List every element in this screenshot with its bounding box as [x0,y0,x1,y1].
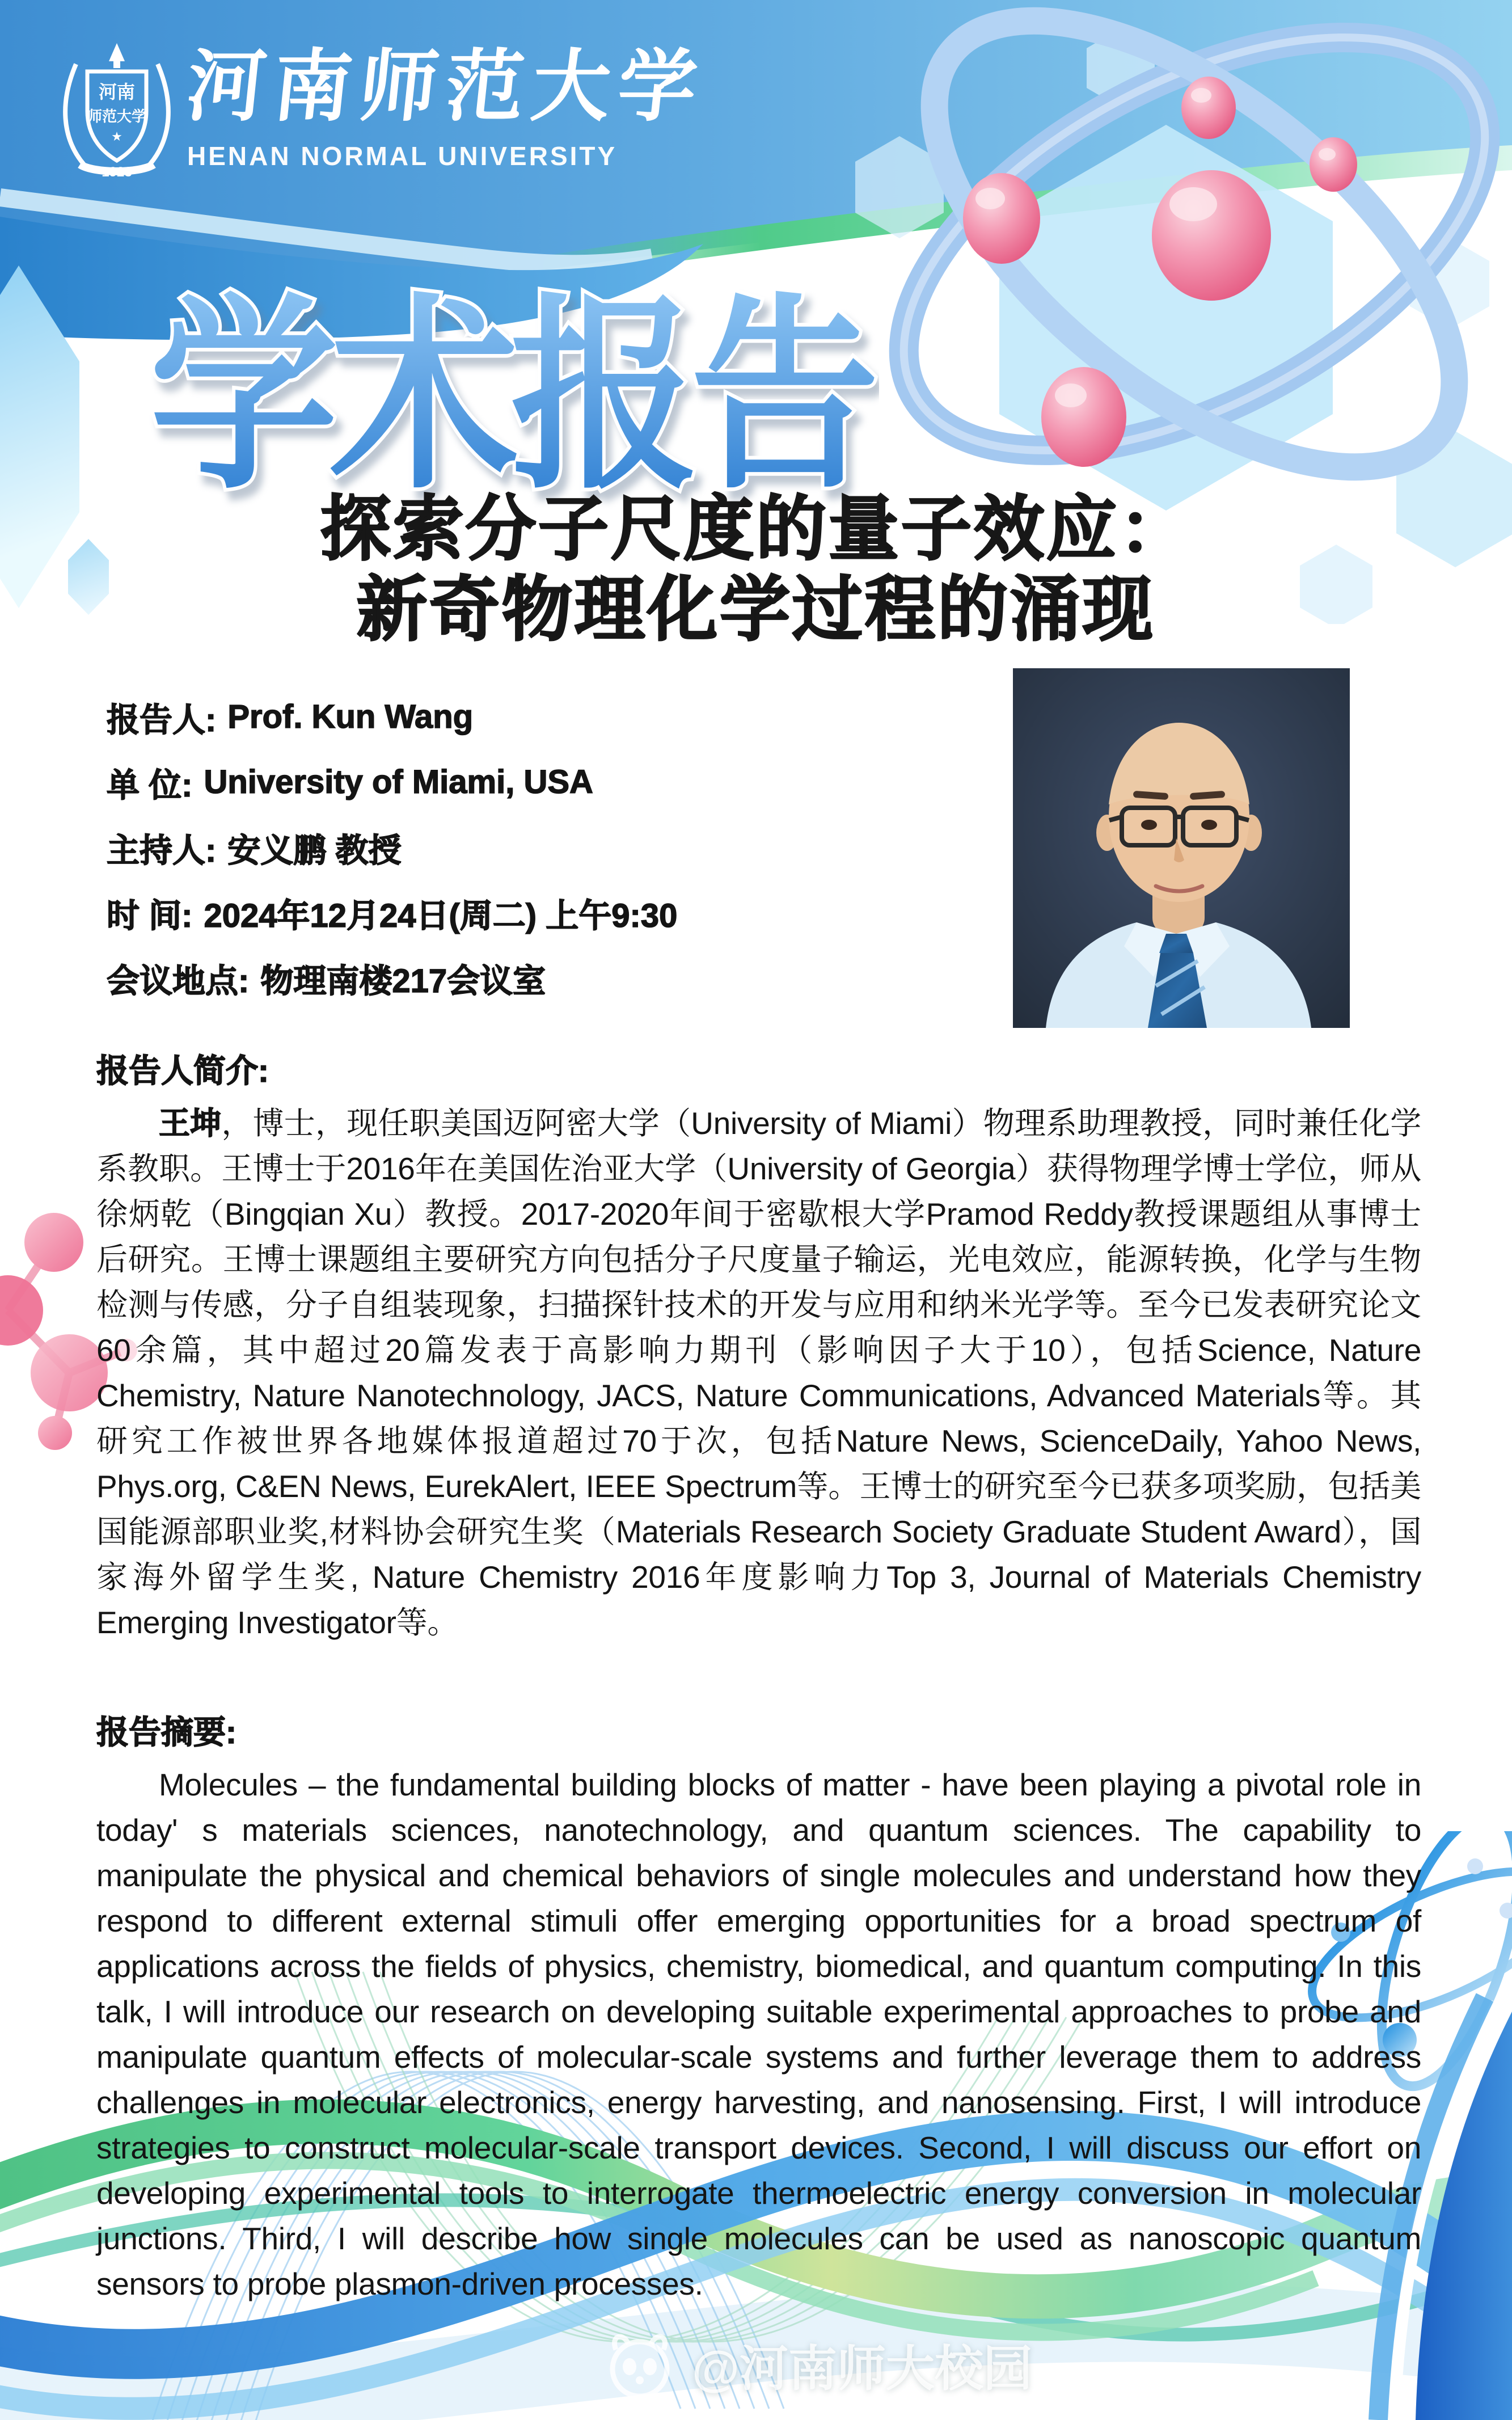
lecture-title-line2: 新奇物理化学过程的涌现 [356,571,1155,649]
speaker-name: 王坤 [159,1106,222,1141]
university-name-block [183,43,709,171]
university-name-en: HENAN NORMAL UNIVERSITY [187,141,618,171]
info-value: University of Miami, USA [204,764,593,800]
bio-heading: 报告人简介: [96,1053,269,1089]
svg-text:河南: 河南 [98,82,136,102]
info-label: 报告人: [107,701,217,739]
panda-icon [600,2325,679,2404]
speaker-portrait-photo [1013,668,1350,1028]
lecture-title [0,489,1512,650]
info-value: 安义鹏 教授 [227,832,402,869]
info-row-time [107,880,677,945]
info-value: 物理南楼217会议室 [260,962,546,1000]
university-name-zh: 河南师范大学 [183,43,709,130]
info-value: Prof. Kun Wang [227,698,474,735]
info-row-host [107,815,677,880]
info-row-speaker [107,684,677,749]
info-label: 时 间: [107,897,193,934]
lecture-title-line1: 探索分子尺度的量子效应： [320,490,1192,568]
watermark-text: @河南师大校园 [692,2342,1032,2396]
svg-text:师范大学: 师范大学 [87,108,147,125]
bio-text: ，博士，现任职美国迈阿密大学（University of Miami）物理系助理教授，同时兼任化学系教职。王博士于2016年在美国佐治亚大学（University of Georgia）获得物理学博士学位，师从徐炳乾（Bingqian Xu）教授。2017-2020年间于密歇根大学Pramod Reddy教授课题组从事博士后研究。王博士课题组主要研究方向包括分子尺度量子输运，光电效应，能源转换，化学与生物检测与传感，分子自组装现象，扫描探针技术的开发与应用和纳米光学等。至今已发表研究论文60余篇，其中超过20篇发表于高影响力期刊（影响因子大于10），包括Science, Nature Chemistry, Nature Nanotechnology, JACS, Nature Communications, Advanced Materials等。其研究工作被世界各地媒体报道超过70于次，包括Nature News, ScienceDaily, Yahoo News, Phys.org, C&EN News, EurekAlert, IEEE Spectrum等。王博士的研究至今已获多项奖励，包括美国能源部职业奖,材料协会研究生奖（Materials Research Society Graduate Student Award），国家海外留学生奖, Nature Chemistry 2016年度影响力Top 3, Journal of Materials Chemistry Emerging Investigator等。 [96,1106,1421,1640]
info-row-venue [107,945,677,1010]
svg-text:学术报告: 学术报告 [150,280,871,512]
info-value: 2024年12月24日(周二) 上午9:30 [204,897,678,934]
watermark [600,2325,1032,2404]
info-row-affiliation [107,749,677,815]
lecture-info-block [107,684,677,1010]
abstract-heading: 报告摘要: [96,1714,236,1751]
svg-text:1923: 1923 [102,165,132,180]
banner-title [142,250,879,522]
speaker-bio-section [96,1045,1421,1645]
abstract-paragraph: Molecules – the fundamental building blocks of matter - have been playing a pivotal role in today' s materials sciences, nanotechnology, and quantum sciences. The capability to manipulate the physical and chemical behaviors of single molecules and understand how they respond to different external stimuli offer emerging opportunities for a broad spectrum of applications across the fields of physics, chemistry, biomedical, and quantum computing. In this talk, I will introduce our research on developing suitable experimental approaches to probe and manipulate quantum effects of molecular-scale systems and further leverage them to address challenges in molecular electronics, energy harvesting, and nanosensing. First, I will introduce strategies to construct molecular-scale transport devices. Second, I will discuss our effort on developing experimental tools to interrogate thermoelectric energy conversion in molecular junctions. Third, I will describe how single molecules can be used as nanoscopic quantum sensors to probe plasmon-driven processes. [96,1767,1421,2301]
info-label: 主持人: [107,832,217,869]
university-emblem-icon [54,39,179,180]
info-label: 会议地点: [107,962,250,1000]
info-label: 单 位: [107,766,193,804]
abstract-section [96,1706,1421,2307]
bio-paragraph [96,1101,1421,1645]
svg-text:★: ★ [111,129,123,144]
